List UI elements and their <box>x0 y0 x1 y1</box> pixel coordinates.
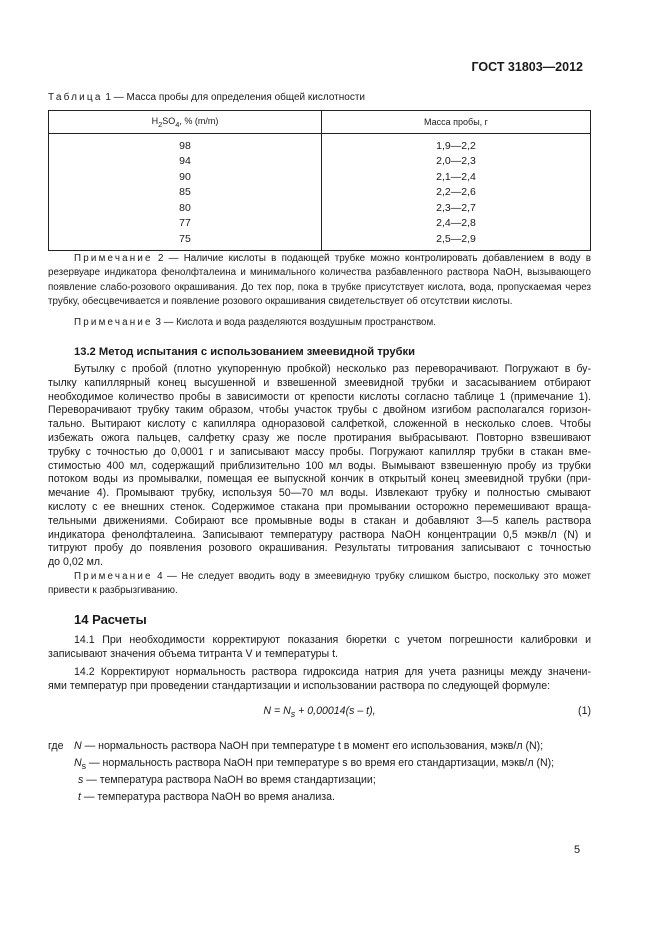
line-text: мечание 4). Промывают трубку, используя 50—70 мл воды. Извлекают трубку и полностью смывают <box>48 487 591 500</box>
text-line <box>48 648 591 662</box>
concentration-cell: 85 <box>179 186 191 199</box>
text-line <box>48 487 591 501</box>
text-line <box>48 634 591 648</box>
caption-label: Таблица <box>48 92 103 103</box>
text-line <box>48 266 591 280</box>
page-number: 5 <box>574 844 581 856</box>
text-line <box>48 252 591 266</box>
line-text: ями температур при проведении стандартизации и использовании раствора по следующей формуле: <box>48 679 551 692</box>
mass-cell: 2,5—2,9 <box>322 231 591 250</box>
variable-description: — нормальность раствора NaOH при температуре s во время его стандартизации, мэкв/л (N); <box>86 757 555 769</box>
table-row <box>49 216 591 232</box>
line-text: 2 — Наличие кислоты в подающей трубке можно контролировать добавлением в воду в <box>152 253 591 264</box>
column-header-concentration: $H_2SO_4$, % (m/m) <box>49 111 322 134</box>
table-row <box>49 200 591 216</box>
line-text: до 0,02 мл. <box>48 556 103 569</box>
note-4 <box>48 570 591 598</box>
caption-text: 1 — Масса пробы для определения общей кислотности <box>102 92 365 103</box>
line-text: 14.2 Корректируют нормальность раствора гидроксида натрия для учета разницы между значени- <box>74 666 591 678</box>
text-line <box>48 542 591 556</box>
text-line <box>48 515 591 529</box>
concentration-cell: 77 <box>179 217 191 230</box>
paragraph-14-2 <box>48 666 591 694</box>
note-2 <box>48 252 591 310</box>
text-line <box>48 295 591 309</box>
line-text: необходимое количество пробы в зависимости от крепости кислоты согласно таблице 1 (примечание 1). <box>48 390 591 403</box>
line-text: титруют пробу до появления розового окрашивания. Результаты титрования записывают с точностью <box>48 542 591 555</box>
concentration-cell: 98 <box>179 139 191 152</box>
text-line <box>48 473 591 487</box>
mass-cell: 2,0—2,3 <box>322 154 591 170</box>
line-text: появление слабо-розового окрашивания. До тех пор, пока в трубке присутствует кислота, вода, пропускаемая через <box>48 281 591 293</box>
text-line <box>48 666 591 680</box>
note-3 <box>48 316 591 330</box>
variable-description: — нормальность раствора NaOH при температуре t в момент его использования, мэкв/л (N); <box>81 740 544 752</box>
note-label: Примечание <box>74 317 153 328</box>
variable-symbol: N <box>74 757 82 769</box>
line-text: тельными движениями. Собирают все промывные воды в стакан и добавляют 3—5 капель раствора <box>48 514 591 527</box>
line-text: 14.1 При необходимости корректируют показания бюретки с учетом погрешности калибровки и <box>74 634 591 646</box>
text-line <box>48 501 591 515</box>
line-text: привести к разбрызгиванию. <box>48 584 178 596</box>
mass-cell: 2,2—2,6 <box>322 185 591 201</box>
line-text: потоком воды из промывалки, помещая ее выпускной кончик в открытый конец змеевидной трубки (при- <box>48 473 591 486</box>
table-caption <box>48 92 365 103</box>
section-13-2-body <box>48 363 591 570</box>
variable-definition <box>48 789 554 806</box>
line-text: кислоту с ее внешних стенок. Содержимое стакана при промывании осторожно перемешивают враща- <box>48 500 591 513</box>
variable-definition <box>48 772 554 789</box>
table-row <box>49 169 591 185</box>
mass-cell: 2,3—2,7 <box>322 200 591 216</box>
table-row <box>49 231 591 250</box>
mass-cell: 2,1—2,4 <box>322 169 591 185</box>
line-text: записывают значения объема титранта V и температуры t. <box>48 647 338 660</box>
note-label: Примечание <box>74 571 153 582</box>
text-line <box>48 460 591 474</box>
variable-subscript: s <box>81 761 87 772</box>
text-line <box>48 529 591 543</box>
variable-symbol: s <box>78 774 84 786</box>
text-line <box>48 446 591 460</box>
note-label: Примечание <box>74 253 153 264</box>
line-text: Бутылку с пробой (плотно укупоренную пробкой) несколько раз переворачивают. Погружают в бу- <box>74 363 591 375</box>
concentration-cell: 80 <box>179 201 191 214</box>
variable-symbol: N <box>74 740 82 752</box>
text-line <box>48 377 591 391</box>
variable-definition <box>48 738 554 755</box>
line-text: тылку капиллярный конец высушенной и взвешенной змеевидной трубки и засасыванием отбирают <box>48 376 591 389</box>
paragraph-14-1 <box>48 634 591 662</box>
variable-definitions <box>48 738 554 806</box>
text-line <box>48 404 591 418</box>
mass-cell: 2,4—2,8 <box>322 216 591 232</box>
line-text: трубку с точностью до 0,0001 г и записывают массу пробы. Погружают капилляр трубки в стакан вме- <box>48 445 591 458</box>
concentration-cell: 75 <box>179 232 191 245</box>
variable-symbol: t <box>78 791 81 803</box>
document-id: ГОСТ 31803—2012 <box>471 60 583 74</box>
table-row <box>49 154 591 170</box>
mass-cell: 1,9—2,2 <box>322 134 591 154</box>
text-line <box>48 556 591 570</box>
line-text: резервуаре индикатора фенолфталеина и минимального количества разбавленного раствора NaOH, вызывающего <box>48 267 591 279</box>
variable-description: — температура раствора NaOH во время стандартизации; <box>83 774 376 786</box>
sample-mass-table <box>48 110 591 251</box>
line-text: Переворачивают трубку таким образом, чтобы участок трубы с двойном изгибом располагался горизон- <box>48 404 591 417</box>
table-row <box>49 134 591 154</box>
line-text: индикатора фенолфталеина. Записывают температуру раствора NaOH концентрации 0,5 мэкв/л (N) и <box>48 528 591 541</box>
concentration-cell: 94 <box>179 155 191 168</box>
line-text: стимостью 400 мл, содержащий приблизительно 100 мл воды. Вымывают взвешенную пробу из трубки <box>48 459 591 472</box>
variable-definition <box>48 755 554 772</box>
line-text: 3 — Кислота и вода разделяются воздушным пространством. <box>152 317 436 328</box>
section-13-2-heading: 13.2 Метод испытания с использованием змеевидной трубки <box>74 346 415 358</box>
section-14-heading: 14 Расчеты <box>74 612 147 627</box>
text-line <box>48 584 591 598</box>
line-text: 4 — Не следует вводить воду в змеевидную трубку слишком быстро, поскольку это может <box>152 571 591 582</box>
variable-description: — температура раствора NaOH во время анализа. <box>80 791 335 803</box>
line-text: трубку, обесцвечивается и появление розового окрашивания свидетельствует об отсутствии кислоты. <box>48 296 513 308</box>
column-header-mass: Масса пробы, г <box>322 111 591 134</box>
text-line <box>48 316 591 330</box>
text-line <box>48 281 591 295</box>
concentration-cell: 90 <box>179 170 191 183</box>
text-line <box>48 432 591 446</box>
table-row <box>49 185 591 201</box>
where-word: где <box>48 740 64 752</box>
text-line <box>48 391 591 405</box>
formula-number: (1) <box>578 705 591 717</box>
line-text: избежать ожога пальцев, салфетку сразу же после протирания выбрасывают. Повторно взвешивают <box>48 431 591 444</box>
text-line <box>48 680 591 694</box>
line-text: тально. Вытирают кислоту с капилляра одноразовой салфеткой, сложенной в несколько слоев. Чтобы <box>48 418 591 431</box>
text-line <box>48 570 591 584</box>
text-line <box>48 363 591 377</box>
text-line <box>48 418 591 432</box>
